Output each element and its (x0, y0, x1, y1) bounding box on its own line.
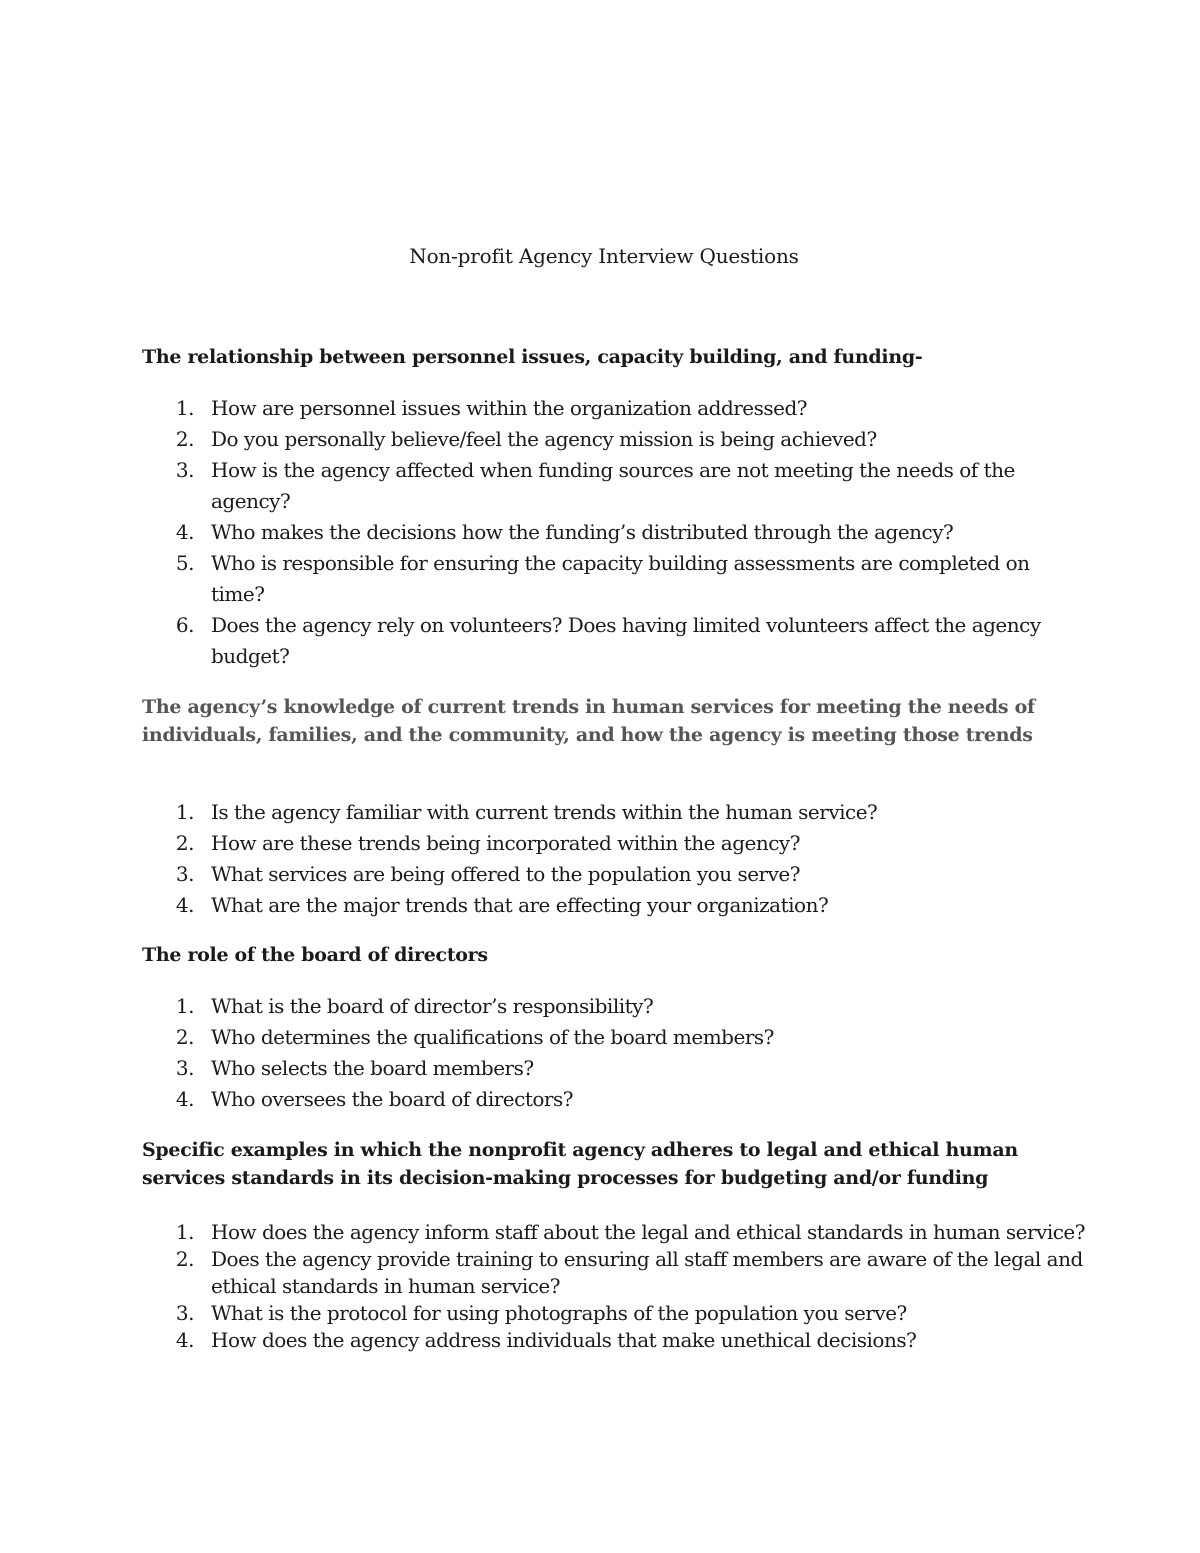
list-item (142, 548, 1082, 610)
question-text: Who oversees the board of directors? (211, 1087, 573, 1111)
list-number: 2. (175, 1025, 194, 1049)
list-item (142, 424, 1082, 455)
list-number: 4. (175, 893, 194, 917)
question-text: Who makes the decisions how the funding’s distributed through the agency? (211, 520, 954, 544)
list-item (142, 393, 1082, 424)
list-number: 3. (175, 458, 194, 482)
list-item (142, 1053, 1082, 1084)
list-item (142, 890, 1082, 921)
section-heading-trends: The agency’s knowledge of current trends in human services for meeting the needs of individuals, families, and the community, and how the agency is meeting those trends (142, 696, 1035, 746)
list-item (142, 1246, 1102, 1300)
question-text: What are the major trends that are effecting your organization? (211, 893, 829, 917)
question-list-personnel (142, 393, 1082, 672)
question-text: What services are being offered to the population you serve? (211, 862, 800, 886)
list-number: 1. (175, 800, 194, 824)
question-text: Does the agency provide training to ensuring all staff members are aware of the legal and ethical standards in human service? (211, 1247, 1083, 1298)
question-text: Who selects the board members? (211, 1056, 534, 1080)
list-number: 2. (175, 1247, 194, 1271)
list-number: 3. (175, 1301, 194, 1325)
list-item (142, 517, 1082, 548)
list-item (142, 1300, 1102, 1327)
list-number: 2. (175, 831, 194, 855)
section-heading-legal-ethical: Specific examples in which the nonprofit agency adheres to legal and ethical human services standards in its decision-making processes for budgeting and/or funding (142, 1139, 1018, 1189)
question-text: How are personnel issues within the organization addressed? (211, 396, 808, 420)
list-item (142, 1084, 1082, 1115)
question-list-board (142, 991, 1082, 1115)
list-number: 2. (175, 427, 194, 451)
list-number: 4. (175, 1328, 194, 1352)
list-number: 4. (175, 520, 194, 544)
question-text: How are these trends being incorporated within the agency? (211, 831, 800, 855)
question-text: Does the agency rely on volunteers? Does having limited volunteers affect the agency budget? (211, 613, 1041, 668)
list-item (142, 1022, 1082, 1053)
list-item (142, 828, 1082, 859)
list-number: 3. (175, 862, 194, 886)
list-item (142, 859, 1082, 890)
list-number: 4. (175, 1087, 194, 1111)
question-text: Who determines the qualifications of the board members? (211, 1025, 774, 1049)
list-item (142, 610, 1082, 672)
list-item (142, 797, 1082, 828)
page-title: Non-profit Agency Interview Questions (409, 244, 799, 268)
question-text: Do you personally believe/feel the agency mission is being achieved? (211, 427, 877, 451)
list-number: 1. (175, 1220, 194, 1244)
list-number: 1. (175, 396, 194, 420)
question-text: What is the board of director’s responsibility? (211, 994, 654, 1018)
list-number: 1. (175, 994, 194, 1018)
list-number: 6. (175, 613, 194, 637)
list-number: 3. (175, 1056, 194, 1080)
list-item (142, 455, 1082, 517)
question-list-legal-ethical (142, 1219, 1102, 1354)
question-text: Who is responsible for ensuring the capacity building assessments are completed on time? (211, 551, 1030, 606)
question-text: Is the agency familiar with current trends within the human service? (211, 800, 878, 824)
section-heading-board: The role of the board of directors (142, 944, 488, 966)
question-text: What is the protocol for using photographs of the population you serve? (211, 1301, 907, 1325)
section-heading-personnel: The relationship between personnel issues, capacity building, and funding- (142, 346, 923, 368)
list-number: 5. (175, 551, 194, 575)
list-item (142, 1327, 1102, 1354)
question-text: How is the agency affected when funding sources are not meeting the needs of the agency? (211, 458, 1015, 513)
question-text: How does the agency address individuals that make unethical decisions? (211, 1328, 917, 1352)
question-list-trends (142, 797, 1082, 921)
question-text: How does the agency inform staff about the legal and ethical standards in human service? (211, 1220, 1085, 1244)
list-item (142, 991, 1082, 1022)
list-item (142, 1219, 1102, 1246)
